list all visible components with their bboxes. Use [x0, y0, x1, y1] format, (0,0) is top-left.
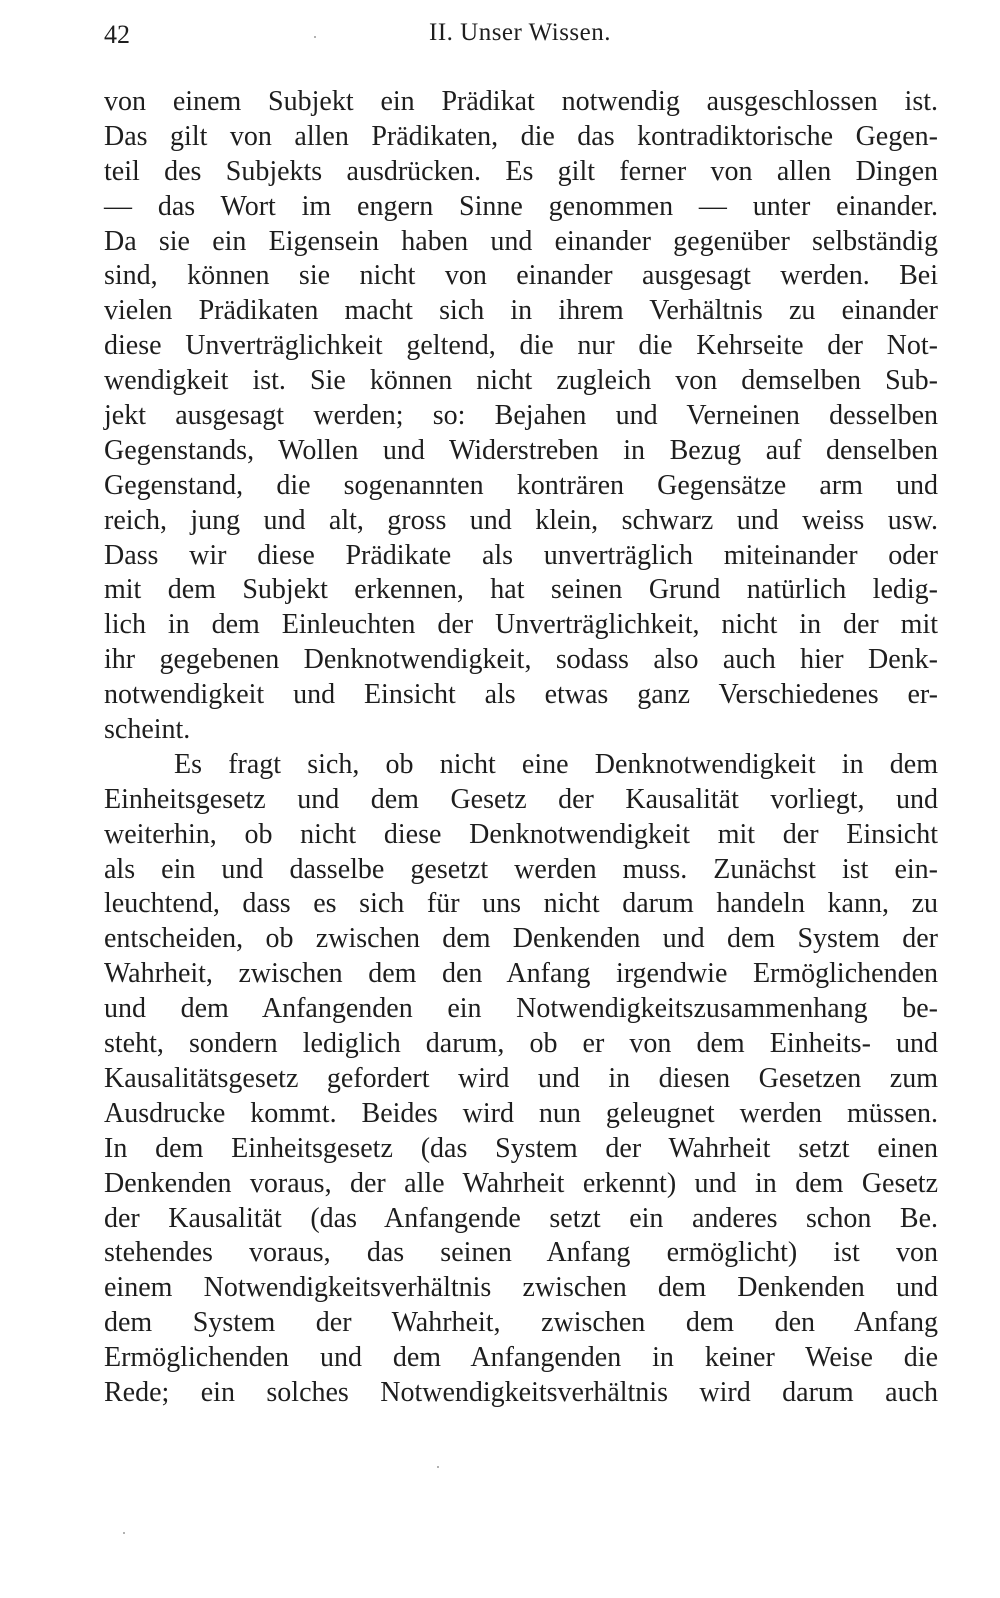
text-line: Einheitsgesetz und dem Gesetz der Kausalität vorliegt, und: [104, 783, 938, 815]
text-line: notwendigkeit und Einsicht als etwas ganz Verschiedenes er-: [104, 679, 938, 711]
text-line: teil des Subjekts ausdrücken. Es gilt ferner von allen Dingen: [104, 155, 938, 187]
text-line: Ermöglichenden und dem Anfangenden in keiner Weise die: [104, 1342, 938, 1374]
text-line: Denkenden voraus, der alle Wahrheit erkennt) und in dem Gesetz: [104, 1167, 938, 1199]
text-line: Gegenstand, die sogenannten konträren Gegensätze arm und: [104, 469, 938, 501]
text-line: Da sie ein Eigensein haben und einander gegenüber selbständig: [104, 225, 938, 257]
text-line: mit dem Subjekt erkennen, hat seinen Grund natürlich ledig-: [104, 574, 938, 606]
scan-speck: [437, 1466, 439, 1468]
text-line: wendigkeit ist. Sie können nicht zugleich von demselben Sub-: [104, 365, 938, 397]
text-line: dem System der Wahrheit, zwischen dem den Anfang: [104, 1307, 938, 1339]
text-line: weiterhin, ob nicht diese Denknotwendigkeit mit der Einsicht: [104, 818, 938, 850]
text-line: Ausdrucke kommt. Beides wird nun geleugnet werden müssen.: [104, 1097, 938, 1129]
text-line: vielen Prädikaten macht sich in ihrem Verhältnis zu einander: [104, 295, 938, 327]
text-line: Dass wir diese Prädikate als unverträglich miteinander oder: [104, 539, 938, 571]
text-line: einem Notwendigkeitsverhältnis zwischen dem Denkenden und: [104, 1272, 938, 1304]
text-line: Kausalitätsgesetz gefordert wird und in diesen Gesetzen zum: [104, 1062, 938, 1094]
text-line: leuchtend, dass es sich für uns nicht darum handeln kann, zu: [104, 888, 938, 920]
text-line: der Kausalität (das Anfangende setzt ein anderes schon Be.: [104, 1202, 938, 1234]
text-line: stehendes voraus, das seinen Anfang ermöglicht) ist von: [104, 1237, 938, 1269]
text-line: als ein und dasselbe gesetzt werden muss. Zunächst ist ein-: [104, 853, 938, 885]
text-line: Gegenstands, Wollen und Widerstreben in Bezug auf denselben: [104, 434, 938, 466]
body-text: [104, 85, 938, 1411]
text-line: In dem Einheitsgesetz (das System der Wahrheit setzt einen: [104, 1132, 938, 1164]
page-number: 42: [104, 20, 130, 49]
text-line: und dem Anfangenden ein Notwendigkeitszusammenhang be-: [104, 993, 938, 1025]
text-line: Rede; ein solches Notwendigkeitsverhältnis wird darum auch: [104, 1376, 938, 1408]
scan-speck: [314, 36, 316, 38]
text-line: entscheiden, ob zwischen dem Denkenden und dem System der: [104, 923, 938, 955]
text-line: Es fragt sich, ob nicht eine Denknotwendigkeit in dem: [174, 748, 938, 780]
text-line: sind, können sie nicht von einander ausgesagt werden. Bei: [104, 260, 938, 292]
text-line: scheint.: [104, 714, 191, 746]
running-head: II. Unser Wissen.: [429, 19, 611, 46]
text-line: von einem Subjekt ein Prädikat notwendig ausgeschlossen ist.: [104, 86, 938, 117]
text-line: — das Wort im engern Sinne genommen — unter einander.: [104, 190, 938, 222]
text-line: diese Unverträglichkeit geltend, die nur die Kehrseite der Not-: [104, 330, 938, 362]
text-line: ihr gegebenen Denknotwendigkeit, sodass also auch hier Denk-: [104, 644, 938, 676]
text-line: steht, sondern lediglich darum, ob er von dem Einheits- und: [104, 1028, 938, 1060]
text-line: Das gilt von allen Prädikaten, die das kontradiktorische Gegen-: [104, 120, 938, 152]
text-line: Wahrheit, zwischen dem den Anfang irgendwie Ermöglichenden: [104, 958, 938, 990]
text-line: jekt ausgesagt werden; so: Bejahen und Verneinen desselben: [104, 400, 938, 432]
text-line: reich, jung und alt, gross und klein, schwarz und weiss usw.: [104, 504, 938, 536]
text-line: lich in dem Einleuchten der Unverträglichkeit, nicht in der mit: [104, 609, 938, 641]
scan-speck: [123, 1532, 125, 1534]
